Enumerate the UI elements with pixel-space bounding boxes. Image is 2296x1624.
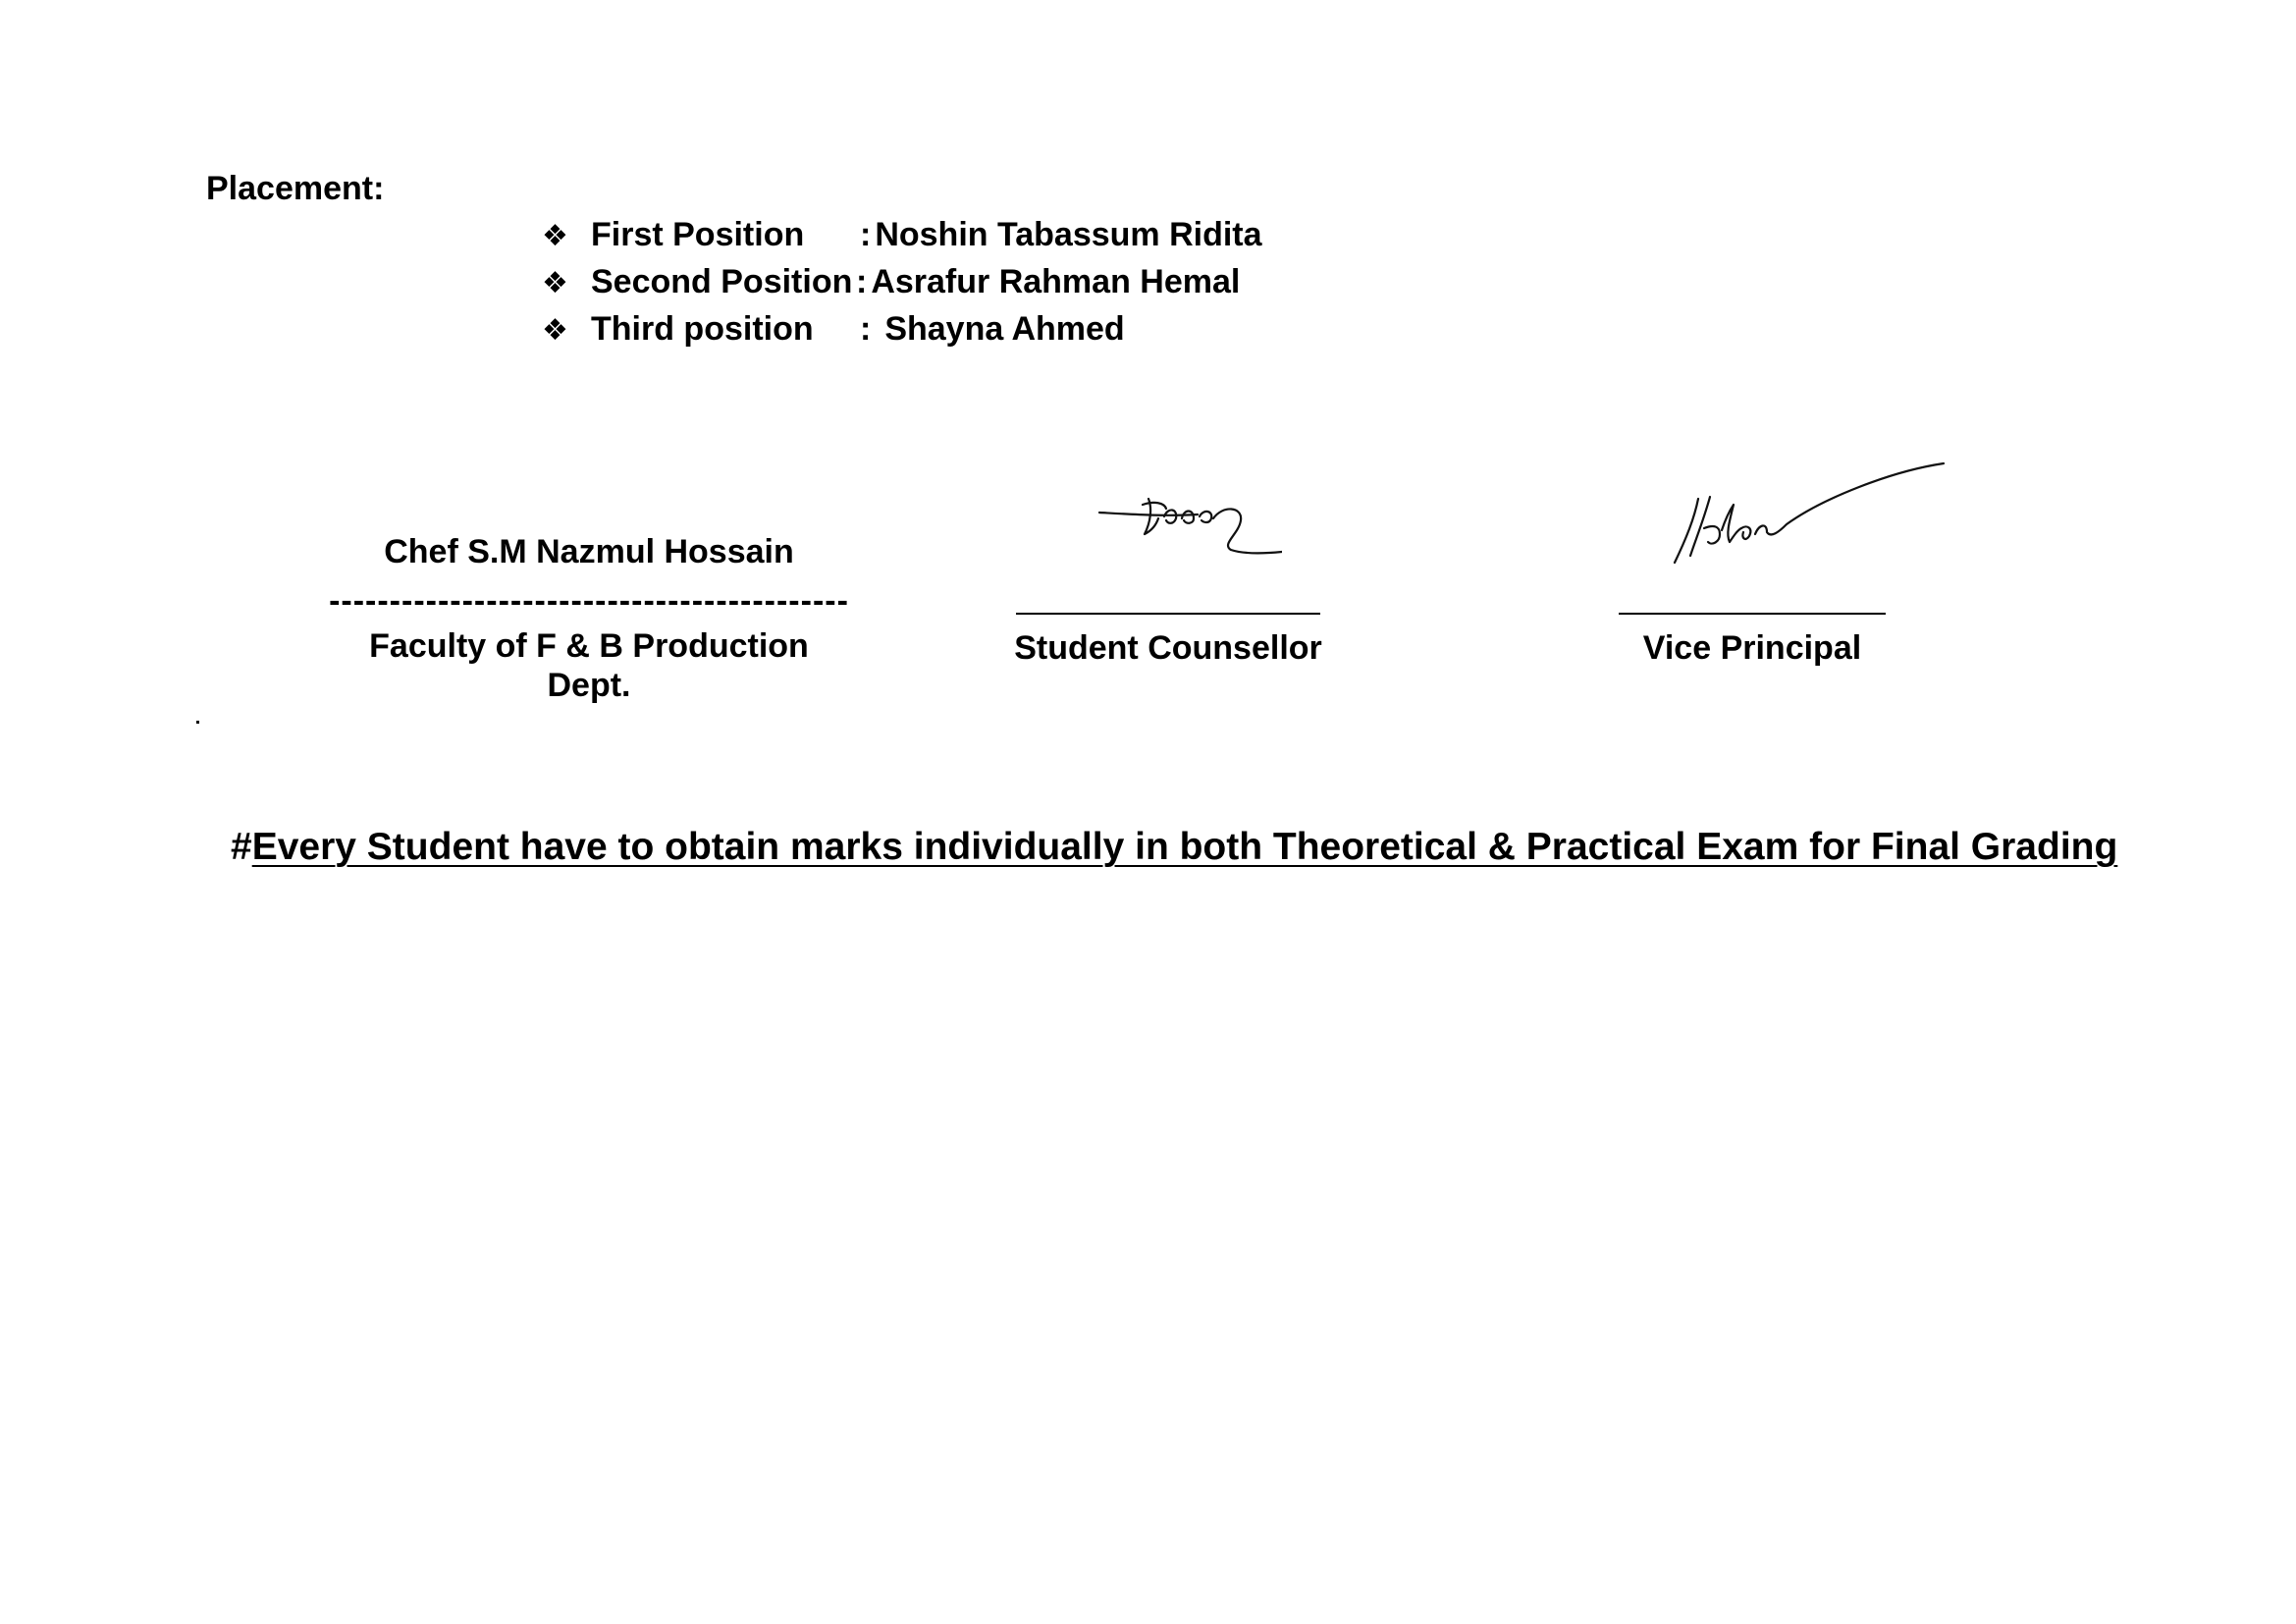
position-label: Second Position [591, 263, 853, 300]
placement-item-first [542, 212, 1262, 257]
counsellor-signature-block [1011, 532, 1325, 668]
faculty-name: Chef S.M Nazmul Hossain [384, 533, 794, 570]
position-label: First Position [591, 216, 805, 253]
faculty-signature-block [324, 532, 854, 704]
placement-item-second [542, 259, 1240, 304]
vice-principal-signature-block [1610, 532, 1895, 668]
counsellor-title: Student Counsellor [1014, 629, 1322, 667]
position-name: Noshin Tabassum Ridita [875, 216, 1262, 253]
vice-principal-signature-line [1619, 613, 1886, 615]
faculty-signature-line: ------------------------------------------- [329, 582, 849, 620]
vice-principal-title: Vice Principal [1642, 629, 1862, 667]
placement-heading: Placement: [206, 170, 385, 207]
counsellor-signature-line [1016, 613, 1320, 615]
placement-item-third [542, 306, 1125, 352]
position-separator: : [860, 216, 872, 253]
faculty-title: Faculty of F & B Production Dept. [369, 627, 809, 704]
diamond-bullet-icon: ❖ [542, 219, 568, 253]
position-separator: : [860, 310, 872, 348]
position-name: Shayna Ahmed [884, 310, 1125, 348]
position-label: Third position [591, 310, 814, 348]
note-text: Every Student have to obtain marks individually in both Theoretical & Practical Exam for Final Grading [251, 826, 2118, 868]
stray-dot [196, 721, 199, 724]
grading-note [231, 825, 2117, 870]
position-separator: : [856, 263, 868, 300]
position-name: Asrafur Rahman Hemal [871, 263, 1241, 300]
diamond-bullet-icon: ❖ [542, 313, 568, 348]
diamond-bullet-icon: ❖ [542, 266, 568, 300]
note-prefix: # [231, 826, 252, 868]
